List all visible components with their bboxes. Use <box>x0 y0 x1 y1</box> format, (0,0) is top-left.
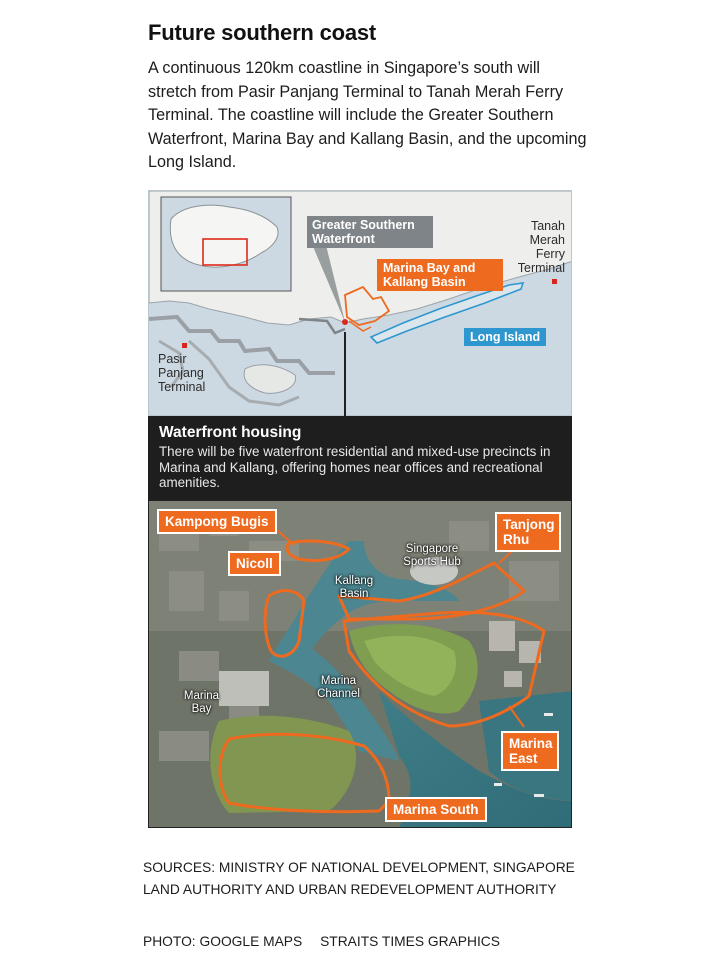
pasir-panjang-label: Pasir Panjang Terminal <box>158 352 206 394</box>
tanah-merah-label: Tanah Merah Ferry Terminal <box>517 219 565 275</box>
housing-text: There will be five waterfront residential and mixed-use precincts in Marina and Kallang, offering homes near offices and recreational amenities. <box>159 444 551 490</box>
place-kallang-basin: Kallang Basin <box>334 575 374 600</box>
intro-text: A continuous 120km coastline in Singapore’s south will stretch from Pasir Panjang Terminal to Tanah Merah Ferry Terminal. The coastline will include the Greater Southern Waterfront, Marina Bay and Kallang Basin, and the upcoming Long Island. <box>148 59 587 172</box>
connector-line <box>344 332 346 418</box>
graphics-credit: STRAITS TIMES GRAPHICS <box>320 934 500 949</box>
precinct-kampong-bugis: Kampong Bugis <box>157 509 277 534</box>
precinct-nicoll: Nicoll <box>228 551 281 576</box>
place-sports-hub: Singapore Sports Hub <box>403 543 461 568</box>
precinct-marina-south: Marina South <box>385 797 487 822</box>
aerial-precinct-map <box>148 500 572 828</box>
page-title: Future southern coast <box>148 20 377 45</box>
place-marina-channel: Marina Channel <box>317 675 360 700</box>
credits <box>143 934 514 949</box>
housing-heading: Waterfront housing <box>159 424 302 441</box>
photo-credit: PHOTO: GOOGLE MAPS <box>143 934 303 949</box>
long-island-label: Long Island <box>464 328 546 346</box>
precinct-marina-east: Marina East <box>501 731 559 771</box>
overview-map <box>148 190 572 416</box>
place-marina-bay: Marina Bay <box>183 690 220 715</box>
marina-bay-kallang-label: Marina Bay and Kallang Basin <box>377 259 503 291</box>
greater-southern-waterfront-label: Greater Southern Waterfront <box>307 216 433 248</box>
precinct-tanjong-rhu: Tanjong Rhu <box>495 512 561 552</box>
sources-text: SOURCES: MINISTRY OF NATIONAL DEVELOPMENT, SINGAPORE LAND AUTHORITY AND URBAN REDEVELOPMENT AUTHORITY <box>143 860 575 897</box>
waterfront-housing-panel <box>148 416 572 502</box>
